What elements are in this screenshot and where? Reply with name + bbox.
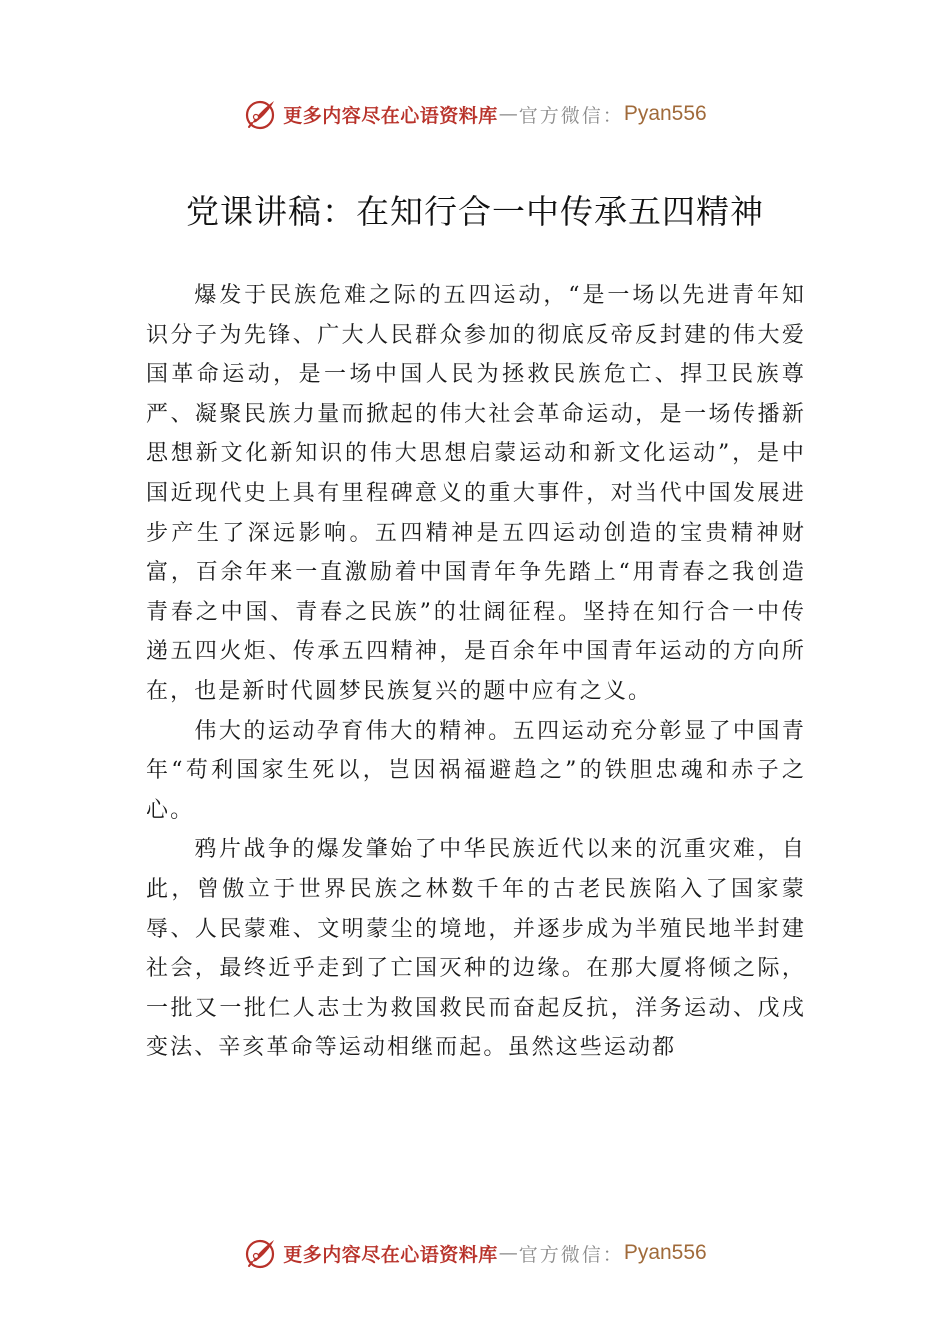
paragraph-2: 伟大的运动孕育伟大的精神。五四运动充分彰显了中国青年“苟利国家生死以，岂因祸福避趋之”的铁胆忠魂和赤子之心。	[146, 718, 806, 823]
paragraph-3: 鸦片战争的爆发肇始了中华民族近代以来的沉重灾难，自此，曾傲立于世界民族之林数千年的古老民族陷入了国家蒙辱、人民蒙难、文明蒙尘的境地，并逐步成为半殖民地半封建社会，最终近乎走到了亡国灭种的边缘。在那大厦将倾之际，一批又一批仁人志士为救国救民而奋起反抗，洋务运动、戊戌变法、辛亥革命等运动相继而起。虽然这些运动都	[146, 837, 806, 1061]
watermark-wechat-id: Pyan556	[623, 102, 707, 125]
document-title: 党课讲稿：在知行合一中传承五四精神	[186, 192, 764, 231]
watermark-wechat-id: Pyan556	[623, 1241, 707, 1264]
watermark-dash: —	[498, 103, 518, 125]
watermark-banner-bottom	[0, 1233, 950, 1273]
watermark-ad-text: 更多内容尽在心语资料库	[283, 1243, 498, 1266]
watermark-banner-top	[0, 94, 950, 134]
watermark-dash: —	[498, 1242, 518, 1264]
quill-logo-icon	[243, 1235, 279, 1271]
watermark-wechat-label: 官方微信：	[518, 1243, 624, 1266]
document-body	[146, 276, 806, 1068]
watermark-ad-text: 更多内容尽在心语资料库	[283, 104, 498, 127]
quill-logo-icon	[243, 96, 279, 132]
watermark-wechat-label: 官方微信：	[518, 104, 624, 127]
paragraph-1: 爆发于民族危难之际的五四运动，“是一场以先进青年知识分子为先锋、广大人民群众参加的彻底反帝反封建的伟大爱国革命运动，是一场中国人民为拯救民族危亡、捍卫民族尊严、凝聚民族力量而掀起的伟大社会革命运动，是一场传播新思想新文化新知识的伟大思想启蒙运动和新文化运动”，是中国近现代史上具有里程碑意义的重大事件，对当代中国发展进步产生了深远影响。五四精神是五四运动创造的宝贵精神财富，百余年来一直激励着中国青年争先踏上“用青春之我创造青春之中国、青春之民族”的壮阔征程。坚持在知行合一中传递五四火炬、传承五四精神，是百余年中国青年运动的方向所在，也是新时代圆梦民族复兴的题中应有之义。	[146, 283, 806, 704]
